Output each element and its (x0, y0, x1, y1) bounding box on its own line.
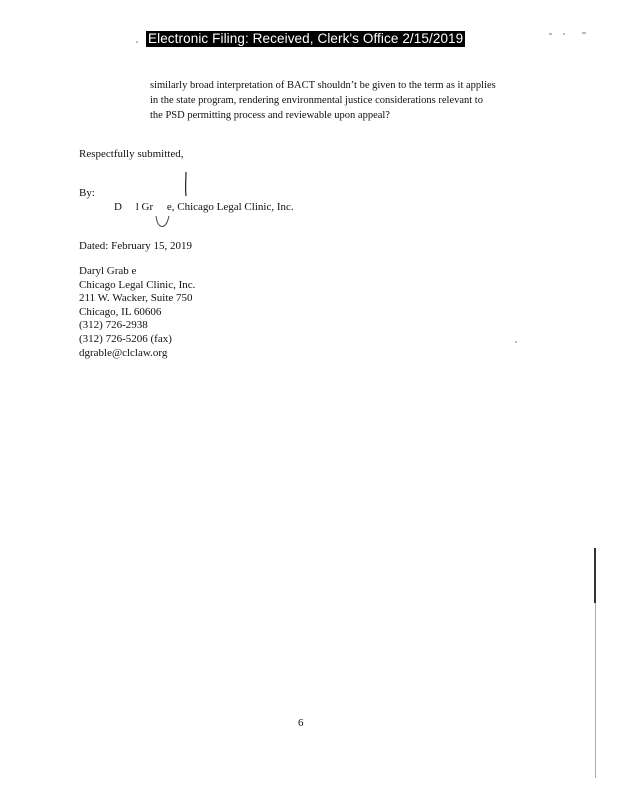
by-label: By: (79, 187, 95, 199)
address-city: Chicago, IL 60606 (79, 305, 162, 318)
dated-line: Dated: February 15, 2019 (79, 240, 193, 252)
paragraph-line: in the state program, rendering environmental justice considerations relevant to (150, 95, 483, 106)
filing-stamp: Electronic Filing: Received, Clerk's Office 2/15/2019 (148, 31, 464, 46)
scan-speck (549, 33, 552, 35)
address-organization: Chicago Legal Clinic, Inc. (79, 278, 196, 291)
address-fax: (312) 726-5206 (fax) (79, 332, 172, 345)
address-email: dgrable@clclaw.org (79, 346, 168, 359)
scan-speck (515, 341, 517, 343)
scan-speck (563, 33, 565, 35)
paragraph-line: the PSD permitting process and reviewable upon appeal? (150, 110, 390, 121)
scan-speck (582, 32, 586, 34)
closing-text: Respectfully submitted, (79, 148, 184, 160)
address-name: Daryl Grab e (79, 265, 137, 277)
attorney-address-block (79, 265, 195, 360)
scan-margin-mark (594, 548, 596, 603)
page-number: 6 (298, 717, 304, 729)
address-phone: (312) 726-2938 (79, 319, 148, 332)
paragraph-line: similarly broad interpretation of BACT shouldn’t be given to the term as it applies (150, 80, 496, 91)
scan-speck (136, 41, 138, 43)
address-street: 211 W. Wacker, Suite 750 (79, 292, 193, 305)
argument-paragraph (150, 78, 560, 123)
signature-line: D l Gr e, Chicago Legal Clinic, Inc. (114, 201, 294, 213)
